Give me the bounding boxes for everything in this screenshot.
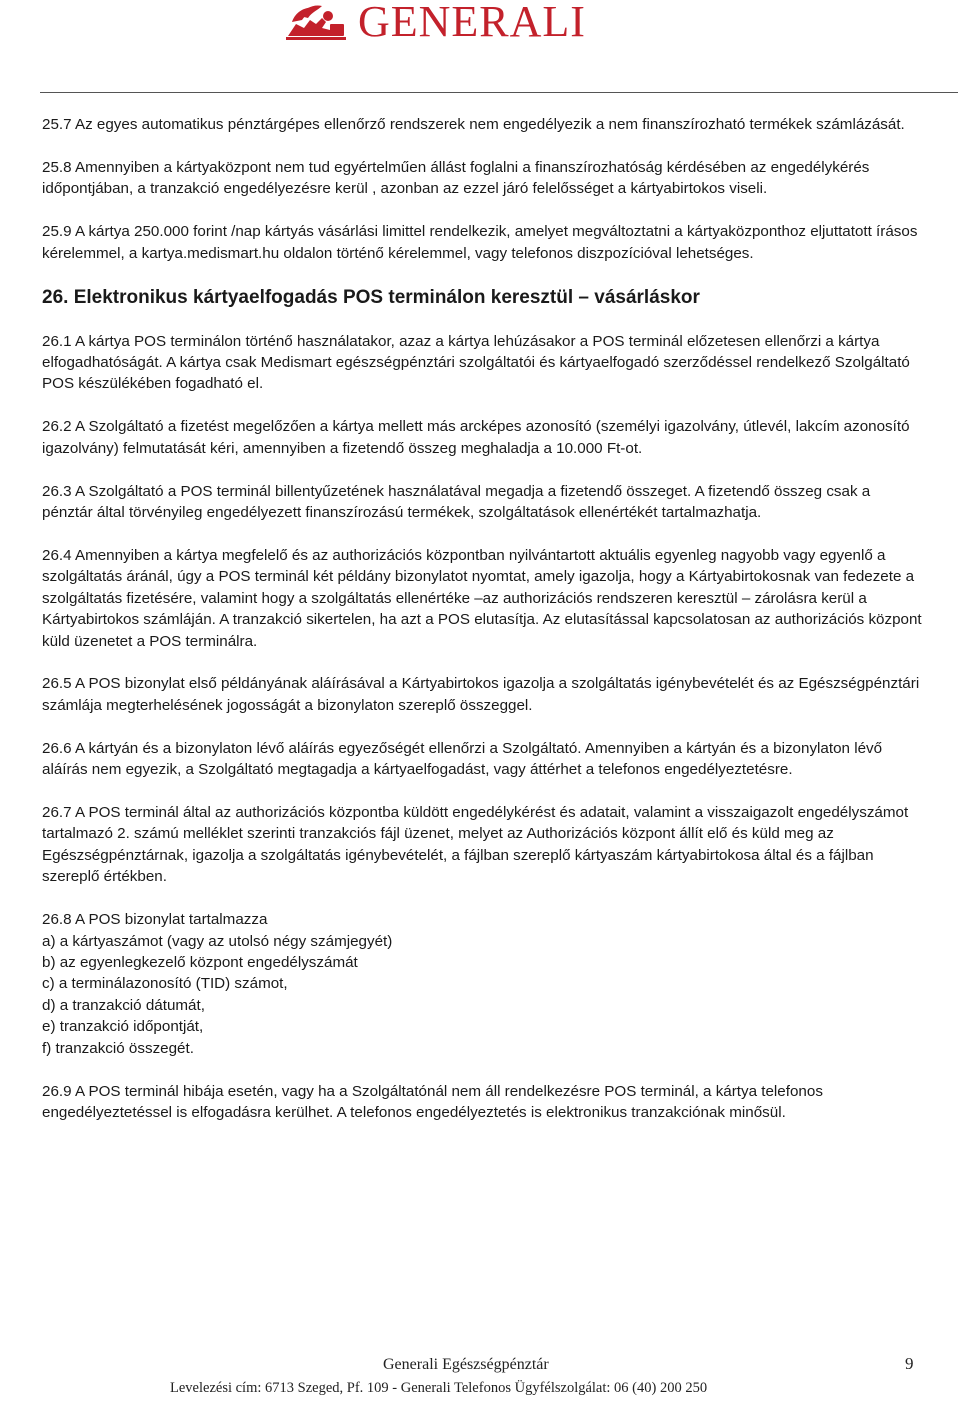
- paragraph-26-4: 26.4 Amennyiben a kártya megfelelő és az authorizációs központban nyilvántartott aktuális egyenleg nagyobb vagy egyenlő a szolgáltatás áránál, úgy a POS terminál két példány bizonylatot nyomtat, amely igazolja, hogy a Kártyabirtokosnak van fedezete a szolgáltatás fizetésére, valamint hogy a szolgáltatás ellenértéke –az authorizációs rendszeren keresztül – zárolásra kerül a Kártyabirtokos számláján. A tranzakció sikertelen, ha azt a POS elutasítja. Az elutasítással kapcsolatosan az authorizációs központ küld üzenetet a POS terminálra.: [42, 546, 922, 650]
- paragraph-25-8: 25.8 Amennyiben a kártyaközpont nem tud egyértelműen állást foglalni a finanszírozhatóság kérdésében az engedélykérés időpontjában, a tranzakció engedélyezésre kerül , azonban az ezzel járó felelősséget a kártyabirtokos viseli.: [42, 158, 870, 198]
- list-item: d) a tranzakció dátumát,: [42, 996, 205, 1014]
- paragraph-26-1: 26.1 A kártya POS terminálon történő használatakor, azaz a kártya lehúzásakor a POS terminál előzetesen ellenőrzi a kártya elfogadhatóságát. A kártya csak Medismart egészségpénztári szolgáltatói és kártyaelfogadó szerződéssel rendelkező Szolgáltató POS készülékében fogadható el.: [42, 332, 910, 393]
- list-item: b) az egyenlegkezelő központ engedélyszámát: [42, 953, 358, 971]
- list-item: f) tranzakció összegét.: [42, 1039, 194, 1057]
- page-footer: [0, 1354, 960, 1414]
- paragraph-26-9: 26.9 A POS terminál hibája esetén, vagy ha a Szolgáltatónál nem áll rendelkezésre POS terminál, a kártya telefonos engedélyeztetéssel is elfogadásra kerülhet. A telefonos engedélyeztetés is elektronikus tranzakciónak minősül.: [42, 1082, 823, 1121]
- logo-wordmark: GENERALI: [358, 0, 586, 46]
- paragraph-25-9: 25.9 A kártya 250.000 forint /nap kártyás vásárlási limittel rendelkezik, amelyet megváltoztatni a kártyaközponthoz eljuttatott írásos kérelemmel, a kartya.medismart.hu oldalon történő kérelemmel, vagy telefonos diszpozícióval lehetséges.: [42, 223, 918, 262]
- paragraph-26-2: 26.2 A Szolgáltató a fizetést megelőzően a kártya mellett más arcképes azonosító (személyi igazolvány, útlevél, lakcím azonosító igazolvány) felmutatását kéri, amennyiben a fizetendő összeg meghaladja a 10.000 Ft-ot.: [42, 418, 910, 457]
- document-body: [42, 114, 922, 1145]
- footer-address: Levelezési cím: 6713 Szeged, Pf. 109 - Generali Telefonos Ügyfélszolgálat: 06 (40) 200 250: [170, 1380, 708, 1396]
- paragraph-26-5: 26.5 A POS bizonylat első példányának aláírásával a Kártyabirtokos igazolja a szolgáltatás igénybevételét és az Egészségpénztári számlája megterhelésének jogosságát a bizonylaton szereplő összeggel.: [42, 675, 920, 714]
- list-item: c) a terminálazonosító (TID) számot,: [42, 975, 288, 993]
- paragraph-26-7: 26.7 A POS terminál által az authorizációs központba küldött engedélykérést és adatait, valamint a visszaigazolt engedélyszámot tartalmazó 2. számú melléklet szerinti tranzakciós fájl üzenet, melyet az Authorizációs központ állít elő és küld meg az Egészségpénztárnak, igazolja a szolgáltatás igénybevételét, a fájlban szereplő kártyaszám kártyabirtokosa által és a fájlban szereplő értékben.: [42, 804, 909, 886]
- page-header: [0, 0, 960, 95]
- section-heading-26: 26. Elektronikus kártyaelfogadás POS terminálon keresztül – vásárláskor: [42, 286, 700, 308]
- generali-logo: [282, 0, 586, 46]
- lion-icon: [282, 2, 352, 42]
- page-number: 9: [905, 1354, 914, 1373]
- paragraph-26-6: 26.6 A kártyán és a bizonylaton lévő aláírás egyezőségét ellenőrzi a Szolgáltató. Amennyiben a kártyán és a bizonylaton lévő aláírás nem egyezik, a Szolgáltató megtagadja a kártyaelfogadást, vagy áttérhet a telefonos engedélyeztetésre.: [42, 739, 883, 779]
- paragraph-26-3: 26.3 A Szolgáltató a POS terminál billentyűzetének használatával megadja a fizetendő összeget. A fizetendő összeg csak a pénztár által törvényileg engedélyezett finanszírozású termékek, szolgáltatások ellenértékét tartalmazhatja.: [42, 482, 871, 521]
- list-title: 26.8 A POS bizonylat tartalmazza: [42, 911, 268, 929]
- paragraph-26-8: [42, 909, 922, 1059]
- paragraph-25-7: 25.7 Az egyes automatikus pénztárgépes ellenőrző rendszerek nem engedélyezik a nem finanszírozható termékek számlázását.: [42, 116, 905, 133]
- header-divider: [40, 92, 958, 93]
- list-item: e) tranzakció időpontját,: [42, 1018, 204, 1036]
- list-item: a) a kártyaszámot (vagy az utolsó négy számjegyét): [42, 932, 393, 950]
- footer-organization: Generali Egészségpénztár: [383, 1356, 549, 1373]
